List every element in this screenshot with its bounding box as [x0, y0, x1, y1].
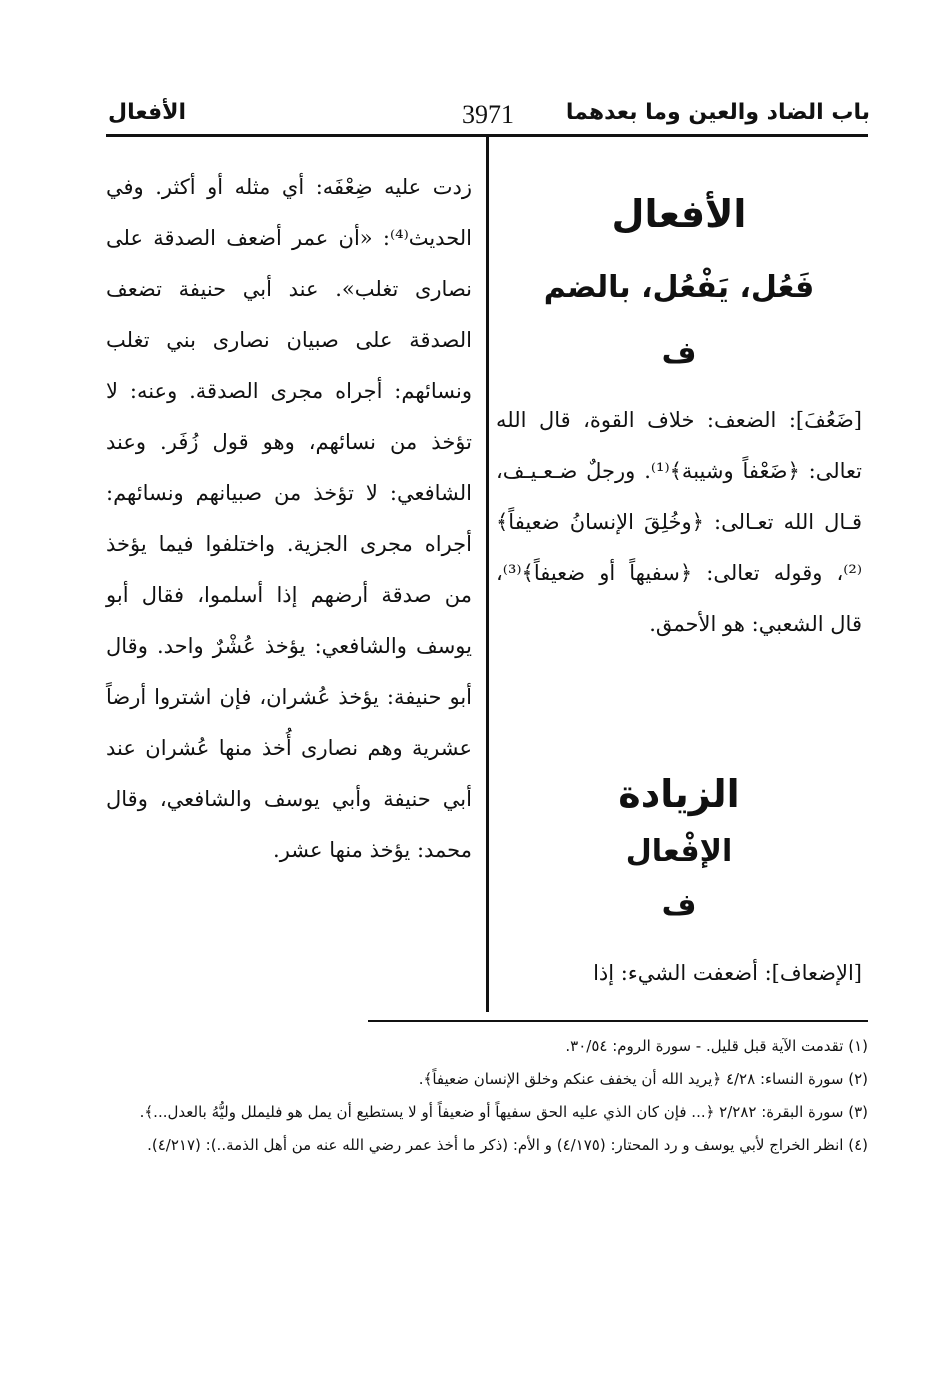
footnote-1: (١) تقدمت الآية قبل قليل. - سورة الروم: ٣٠/٥٤.	[565, 1037, 868, 1055]
chapter-title: باب الضاد والعين وما بعدهما	[565, 100, 870, 125]
heading-ifaal: الإفْعال	[625, 834, 733, 869]
footnote-rule	[368, 1020, 868, 1022]
page-number: 3971	[462, 100, 514, 129]
letter-heading-fa-2: ف	[661, 888, 697, 923]
entry-daufa-text: [ضَعُفَ]: الضعف: خلاف القوة، قال الله تعالى: ﴿ضَعْفاً وشيبة﴾⁽¹⁾. ورجلٌ ضـعـيـف، قـال الله تعـالى: ﴿وخُلِقَ الإنسانُ ضعيفاً﴾⁽²⁾، وقوله تعالى: ﴿سفيهاً أو ضعيفاً﴾⁽³⁾، قال الشعبي: هو الأحمق.	[496, 408, 863, 636]
footnote-3: (٣) سورة البقرة: ٢/٢٨٢ ﴿... فإن كان الذي عليه الحق سفيهاً أو ضعيفاً أو لا يستطيع أن يمل هو فليملل وليُّهُ بالعدل...﴾.	[139, 1103, 868, 1121]
footnotes	[104, 1030, 868, 1162]
column-divider	[486, 137, 489, 1012]
letter-heading-fa: ف	[661, 336, 697, 371]
footnote-4: (٤) انظر الخراج لأبي يوسف و رد المحتار: (٤/١٧٥) و الأم: (ذكر ما أخذ عمر رضي الله عنه من أهل الذمة..): (٤/٢١٧).	[147, 1136, 868, 1154]
heading-verb-pattern: فَعُل، يَفْعُل، بالضم	[543, 270, 815, 305]
entry-idaaf	[496, 948, 862, 999]
heading-afaal: الأفعال	[611, 192, 747, 236]
footnote-2: (٢) سورة النساء: ٤/٢٨ ﴿يريد الله أن يخفف عنكم وخلق الإنسان ضعيفاً﴾.	[418, 1070, 868, 1088]
entry-daufa	[496, 395, 862, 650]
section-title: الأفعال	[108, 100, 187, 125]
left-column-text	[106, 162, 472, 876]
heading-ziyada: الزيادة	[618, 772, 740, 816]
entry-idaaf-text: [الإضعاف]: أضعفت الشيء: إذا	[593, 961, 862, 985]
left-column-paragraph: زدت عليه ضِعْفَه: أي مثله أو أكثر. وفي الحديث⁽⁴⁾: «أن عمر أضعف الصدقة على نصارى تغلب». عند أبي حنيفة تضعف الصدقة على صبيان نصارى بني تغلب ونسائهم: أجراه مجرى الصدقة. وعنه: لا تؤخذ من نسائهم، وهو قول زُفَر. وعند الشافعي: لا تؤخذ من صبيانهم ونسائهم: أجراه مجرى الجزية. واختلفوا فيما يؤخذ من صدقة أرضهم إذا أسلموا، فقال أبو يوسف والشافعي: يؤخذ عُشْرٌ واحد. وقال أبو حنيفة: يؤخذ عُشران، فإن اشتروا أرضاً عشرية وهم نصارى أُخذ منها عُشران عند أبي حنيفة وأبي يوسف والشافعي، وقال محمد: يؤخذ منها عشر.	[106, 175, 472, 862]
